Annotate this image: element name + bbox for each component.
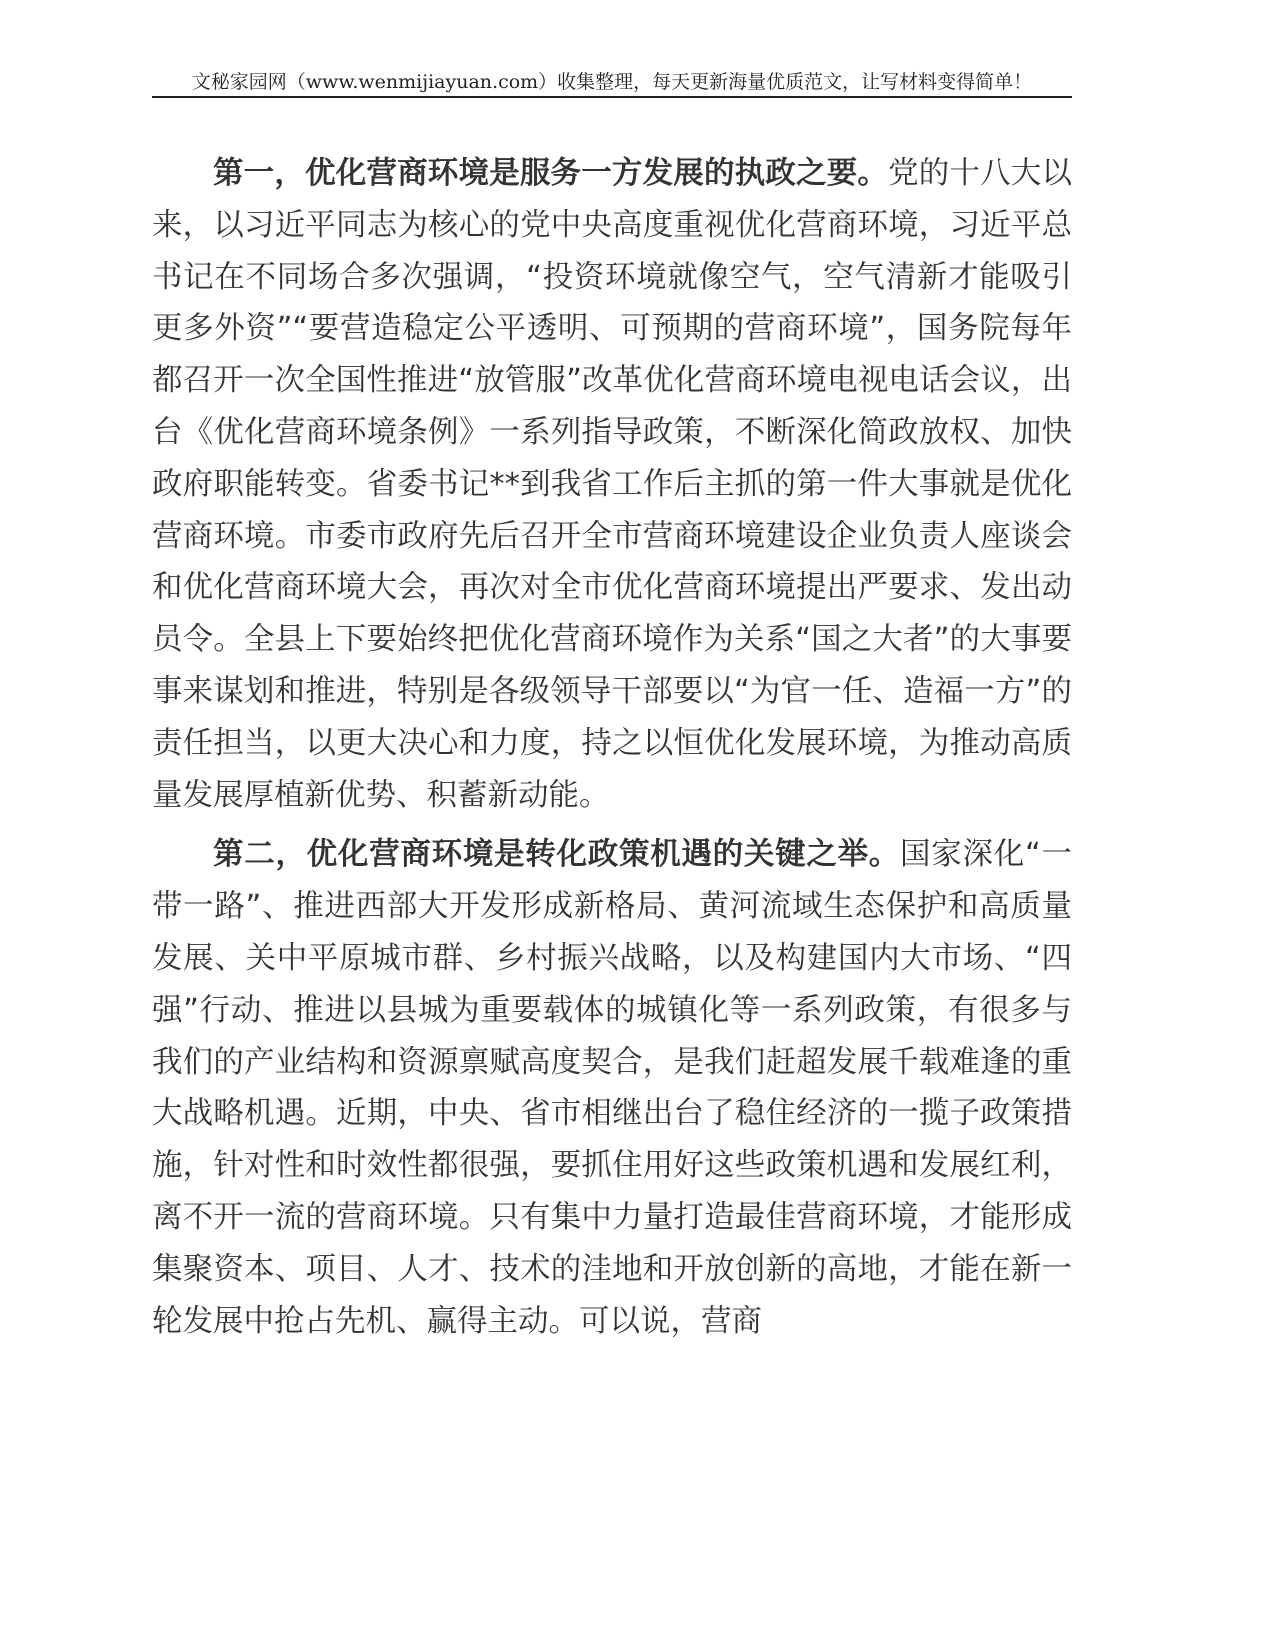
- paragraph-2-lead: 第二，优化营商环境是转化政策机遇的关键之举。: [213, 837, 901, 873]
- page-header: 文秘家园网（www.wenmijiayuan.com）收集整理，每天更新海量优质范文，让写材料变得简单！: [152, 70, 1072, 98]
- paragraph-1-lead: 第一，优化营商环境是服务一方发展的执政之要。: [213, 156, 889, 191]
- paragraph-2: [152, 829, 1072, 1347]
- document-body: [152, 148, 1072, 1355]
- paragraph-2-text: 国家深化“一带一路”、推进西部大开发形成新格局、黄河流域生态保护和高质量发展、关中平原城市群、乡村振兴战略，以及构建国内大市场、“四强”行动、推进以县城为重要载体的城镇化等一系列政策，有很多与我们的产业结构和资源禀赋高度契合，是我们赶超发展千载难逢的重大战略机遇。近期，中央、省市相继出台了稳住经济的一揽子政策措施，针对性和时效性都很强，要抓住用好这些政策机遇和发展红利，离不开一流的营商环境。只有集中力量打造最佳营商环境，才能形成集聚资本、项目、人才、技术的洼地和开放创新的高地，才能在新一轮发展中抢占先机、赢得主动。可以说，营商: [152, 837, 1072, 1339]
- paragraph-1: [152, 148, 1072, 821]
- paragraph-1-text: 党的十八大以来，以习近平同志为核心的党中央高度重视优化营商环境，习近平总书记在不同场合多次强调，“投资环境就像空气，空气清新才能吸引更多外资”“要营造稳定公平透明、可预期的营商环境”，国务院每年都召开一次全国性推进“放管服”改革优化营商环境电视电话会议，出台《优化营商环境条例》一系列指导政策，不断深化简政放权、加快政府职能转变。省委书记**到我省工作后主抓的第一件大事就是优化营商环境。市委市政府先后召开全市营商环境建设企业负责人座谈会和优化营商环境大会，再次对全市优化营商环境提出严要求、发出动员令。全县上下要始终把优化营商环境作为关系“国之大者”的大事要事来谋划和推进，特别是各级领导干部要以“为官一任、造福一方”的责任担当，以更大决心和力度，持之以恒优化发展环境，为推动高质量发展厚植新优势、积蓄新动能。: [152, 156, 1073, 813]
